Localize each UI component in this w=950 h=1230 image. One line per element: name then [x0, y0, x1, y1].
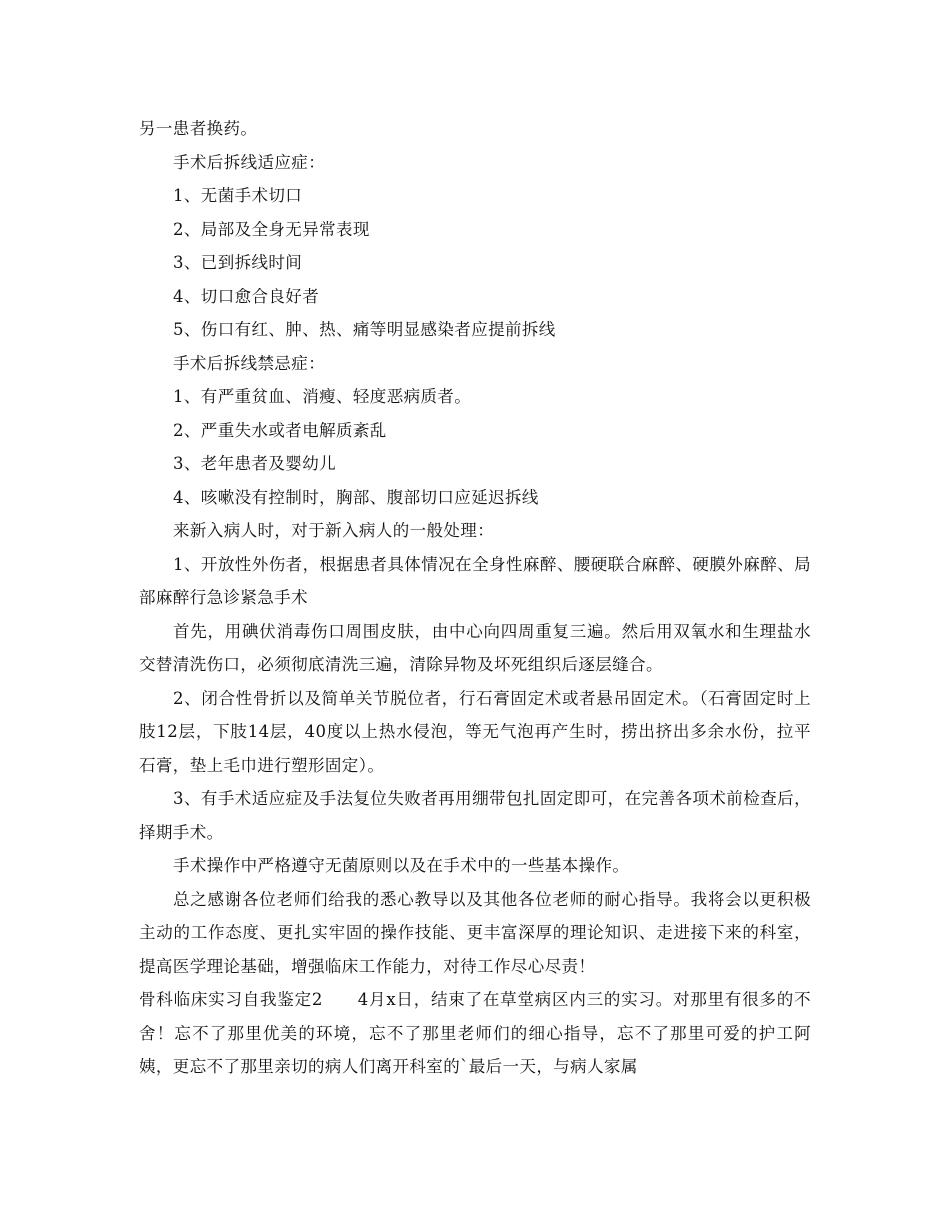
list-item: 4、咳嗽没有控制时，胸部、腹部切口应延迟拆线: [173, 487, 539, 507]
list-item: 1、有严重贫血、消瘦、轻度恶病质者。: [173, 387, 472, 406]
list-item: 5、伤口有红、肿、热、痛等明显感染者应提前拆线: [173, 320, 556, 339]
paragraph: 手术操作中严格遵守无菌原则以及在手术中的一些基本操作。: [173, 856, 630, 875]
section-heading: 手术后拆线禁忌症：: [173, 353, 326, 373]
section-heading: 手术后拆线适应症：: [173, 152, 326, 172]
paragraph: 首先，用碘伏消毒伤口周围皮肤，由中心向四周重复三遍。然后用双氧水和生理盐水交替清洗伤口，必须彻底清洗三遍，清除异物及坏死组织后逐层缝合。: [139, 621, 811, 674]
list-item: 2、局部及全身无异常表现: [173, 219, 370, 239]
paragraph: 2、闭合性骨折以及简单关节脱位者，行石膏固定术或者悬吊固定术。（石膏固定时上肢12层，下肢14层，40度以上热水侵泡，等无气泡再产生时，捞出挤出多余水份，拉平石膏，垫上毛巾进行塑形固定）。: [139, 688, 811, 775]
document-body: [139, 112, 811, 1084]
list-item: 1、无菌手术切口: [173, 186, 303, 205]
paragraph: 总之感谢各位老师们给我的悉心教导以及其他各位老师的耐心指导。我将会以更积极主动的工作态度、更扎实牢固的操作技能、更丰富深厚的理论知识、走进接下来的科室，提高医学理论基础，增强临床工作能力，对待工作尽心尽责！: [139, 889, 811, 976]
list-item: 2、严重失水或者电解质紊乱: [173, 420, 387, 440]
list-item: 3、已到拆线时间: [173, 253, 303, 272]
section-heading: 来新入病人时，对于新入病人的一般处理：: [173, 521, 495, 540]
paragraph: 3、有手术适应症及手法复位失败者再用绷带包扎固定即可，在完善各项术前检查后，择期手术。: [139, 789, 811, 842]
list-item: 3、老年患者及婴幼儿: [173, 454, 336, 473]
paragraph: 1、开放性外伤者，根据患者具体情况在全身性麻醉、腰硬联合麻醉、硬膜外麻醉、局部麻醉行急诊紧急手术: [139, 554, 811, 607]
list-item: 4、切口愈合良好者: [173, 286, 320, 306]
paragraph: 另一患者换药。: [139, 119, 258, 138]
paragraph: 骨科临床实习自我鉴定2 4月x日，结束了在草堂病区内三的实习。对那里有很多的不舍！忘不了那里优美的环境，忘不了那里老师们的细心指导，忘不了那里可爱的护工阿姨，更忘不了那里亲切的病人们离开科室的`最后一天，与病人家属: [139, 990, 811, 1076]
